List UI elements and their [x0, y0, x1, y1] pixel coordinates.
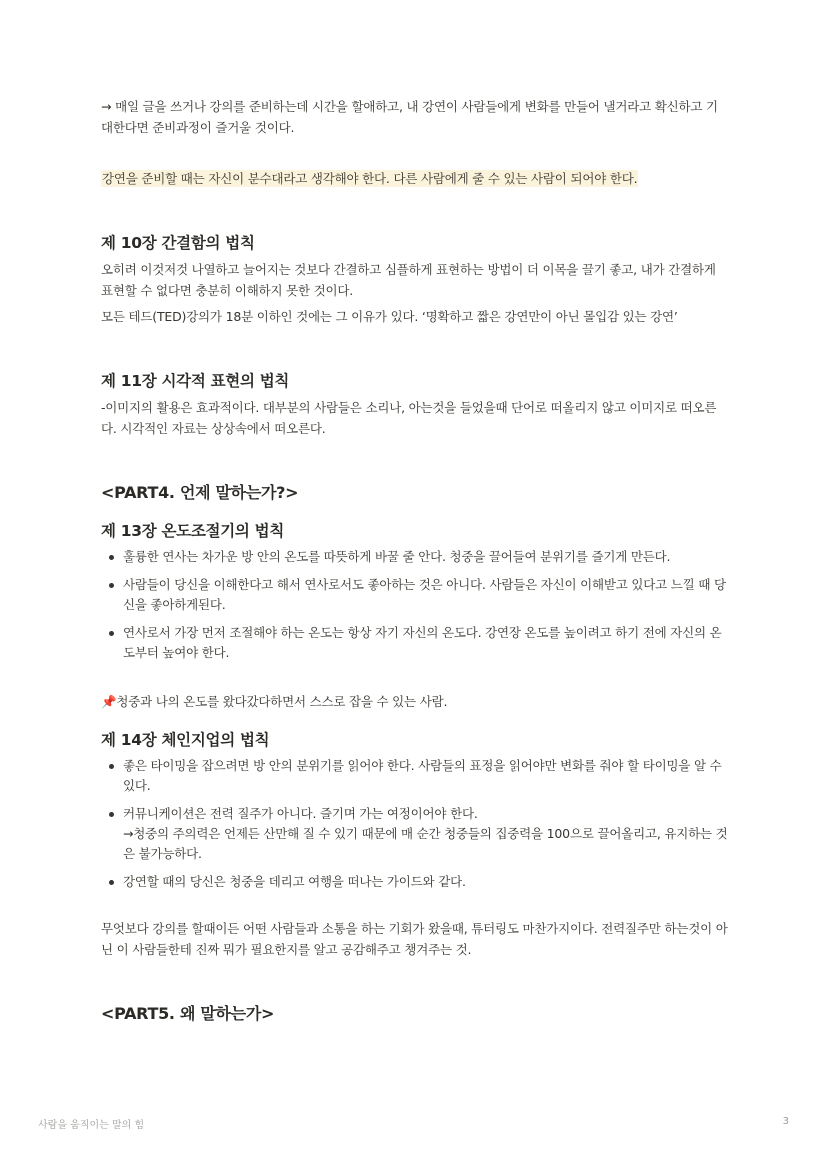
list-item: 연사로서 가장 먼저 조절해야 하는 온도는 항상 자기 자신의 온도다. 강연장 온도를 높이려고 하기 전에 자신의 온도부터 높여야 한다. — [101, 623, 729, 663]
chapter-13-list — [101, 547, 729, 663]
chapter-14-heading: 제 14장 체인지업의 법칙 — [101, 731, 270, 749]
pin-note — [101, 691, 729, 712]
list-item-line: 커뮤니케이션은 전력 질주가 아니다. 즐기며 가는 여정이어야 한다. — [123, 806, 478, 821]
list-item: 강연할 때의 당신은 청중을 데리고 여행을 떠나는 가이드와 같다. — [101, 872, 729, 892]
chapter-10-heading: 제 10장 간결함의 법칙 — [101, 234, 255, 252]
part-5-heading: <PART5. 왜 말하는가> — [101, 1004, 275, 1023]
pushpin-icon: 📌 — [101, 694, 117, 709]
arrow-icon: → — [101, 99, 112, 114]
list-item: 좋은 타이밍을 잡으려면 방 안의 분위기를 읽어야 한다. 사람들의 표정을 읽어야만 변화를 줘야 할 타이밍을 알 수 있다. — [101, 756, 729, 796]
intro-paragraph — [101, 96, 729, 138]
highlight-text: 강연을 준비할 때는 자신이 분수대라고 생각해야 한다. 다른 사람에게 줄 수 있는 사람이 되어야 한다. — [102, 171, 638, 186]
list-item: 사람들이 당신을 이해한다고 해서 연사로서도 좋아하는 것은 아니다. 사람들은 자신이 이해받고 있다고 느낄 때 당신을 좋아하게된다. — [101, 575, 729, 615]
chapter-14-list — [101, 756, 729, 892]
list-item-subline: →청중의 주의력은 언제든 산만해 질 수 있기 때문에 매 순간 청중들의 집중력을 100으로 끌어올리고, 유지하는 것은 불가능하다. — [123, 826, 728, 861]
footer-title: 사람을 움직이는 말의 힘 — [38, 1120, 145, 1131]
highlighted-paragraph — [101, 168, 729, 189]
document-page — [101, 96, 729, 1030]
chapter-13-heading: 제 13장 온도조절기의 법칙 — [101, 522, 284, 540]
chapter-10-paragraph-2: 모든 테드(TED)강의가 18분 이하인 것에는 그 이유가 있다. ‘명확하고 짧은 강연만이 아닌 몰입감 있는 강연’ — [101, 309, 678, 324]
chapter-11-heading: 제 11장 시각적 표현의 법칙 — [101, 372, 290, 390]
chapter-11-paragraph: -이미지의 활용은 효과적이다. 대부분의 사람들은 소리나, 아는것을 들었을때 단어로 떠올리지 않고 이미지로 떠오른다. 시각적인 자료는 상상속에서 떠오른다. — [101, 400, 717, 436]
intro-text: 매일 글을 쓰거나 강의를 준비하는데 시간을 할애하고, 내 강연이 사람들에게 변화를 만들어 낼거라고 확신하고 기대한다면 준비과정이 즐거울 것이다. — [101, 99, 718, 135]
pin-note-text: 청중과 나의 온도를 왔다갔다하면서 스스로 잡을 수 있는 사람. — [116, 694, 448, 709]
closing-paragraph: 무엇보다 강의를 할때이든 어떤 사람들과 소통을 하는 기회가 왔을때, 튜터링도 마찬가지이다. 전력질주만 하는것이 아닌 이 사람들한테 진짜 뭐가 필요한지를 알고 공감해주고 챙겨주는 것. — [101, 921, 728, 957]
chapter-10-paragraph-1: 오히려 이것저것 나열하고 늘어지는 것보다 간결하고 심플하게 표현하는 방법이 더 이목을 끌기 좋고, 내가 간결하게 표현할 수 없다면 충분히 이해하지 못한 것이다. — [101, 262, 716, 298]
list-item — [101, 804, 729, 864]
part-4-heading: <PART4. 언제 말하는가?> — [101, 483, 299, 502]
page-number: 3 — [782, 1116, 789, 1127]
list-item: 훌륭한 연사는 차가운 방 안의 온도를 따뜻하게 바꿀 줄 안다. 청중을 끌어들여 분위기를 즐기게 만든다. — [101, 547, 729, 567]
